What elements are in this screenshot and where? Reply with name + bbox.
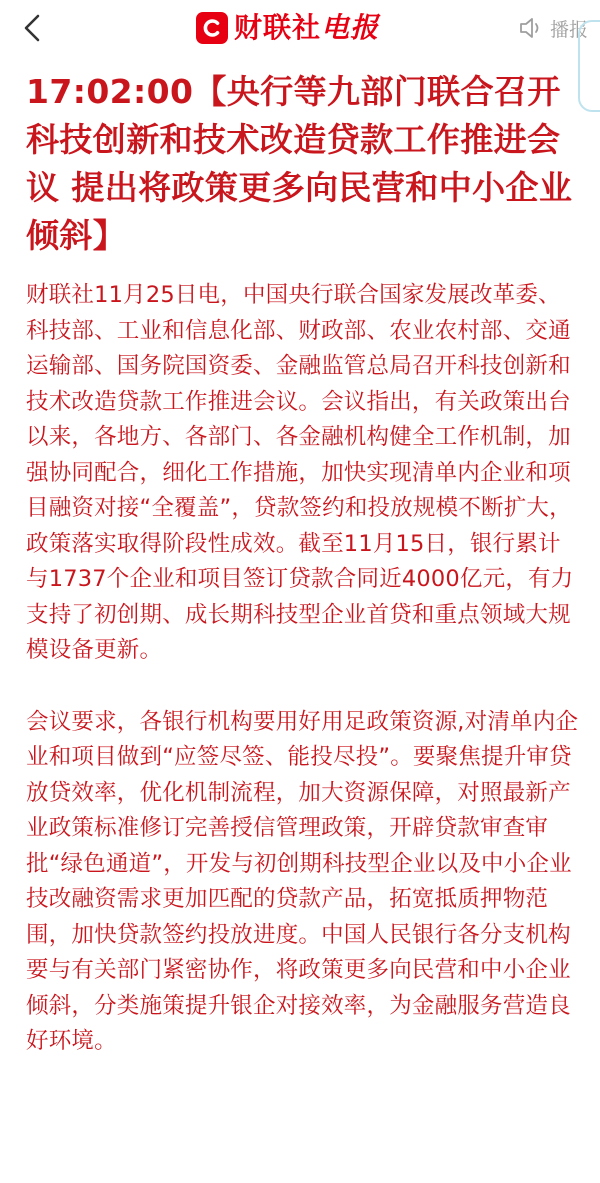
brand-name: 财联社 xyxy=(234,11,322,44)
c-logo-icon xyxy=(201,17,223,39)
article-paragraph: 财联社11月25日电，中国央行联合国家发展改革委、科技部、工业和信息化部、财政部、农业农村部、交通运输部、国务院国资委、金融监管总局召开科技创新和技术改造贷款工作推进会议。会议指出，有关政策出台以来，各地方、各部门、各金融机构健全工作机制，加强协同配合，细化工作措施，加快实现清单内企业和项目融资对接“全覆盖”，贷款签约和投放规模不断扩大，政策落实取得阶段性成效。截至11月15日，银行累计与1737个企业和项目签订贷款合同近4000亿元，有力支持了初创期、成长期科技型企业首贷和重点领域大规模设备更新。 xyxy=(26,282,574,663)
brand-logo xyxy=(196,12,228,44)
brand-name-accent: 电报 xyxy=(321,11,380,44)
speaker-icon xyxy=(518,16,544,40)
article-title: 【央行等九部门联合召开科技创新和技术改造贷款工作推进会议 提出将政策更多向民营和中小企业倾斜】 xyxy=(26,72,573,255)
article xyxy=(26,68,582,1060)
chevron-left-icon xyxy=(21,13,43,43)
article-headline xyxy=(26,68,582,260)
back-button[interactable] xyxy=(14,10,50,46)
top-bar xyxy=(0,0,600,58)
article-time: 17:02:00 xyxy=(26,72,194,111)
play-label: 播报 xyxy=(549,18,588,41)
article-paragraph: 会议要求，各银行机构要用好用足政策资源,对清单内企业和项目做到“应签尽签、能投尽投”。要聚焦提升审贷放贷效率，优化机制流程，加大资源保障，对照最新产业政策标准修订完善授信管理政策，开辟贷款审查审批“绿色通道”，开发与初创期科技型企业以及中小企业技改融资需求更加匹配的贷款产品，拓宽抵质押物范围，加快贷款签约投放进度。中国人民银行各分支机构要与有关部门紧密协作，将政策更多向民营和中小企业倾斜，分类施策提升银企对接效率，为金融服务营造良好环境。 xyxy=(26,708,579,1054)
brand xyxy=(196,8,379,48)
